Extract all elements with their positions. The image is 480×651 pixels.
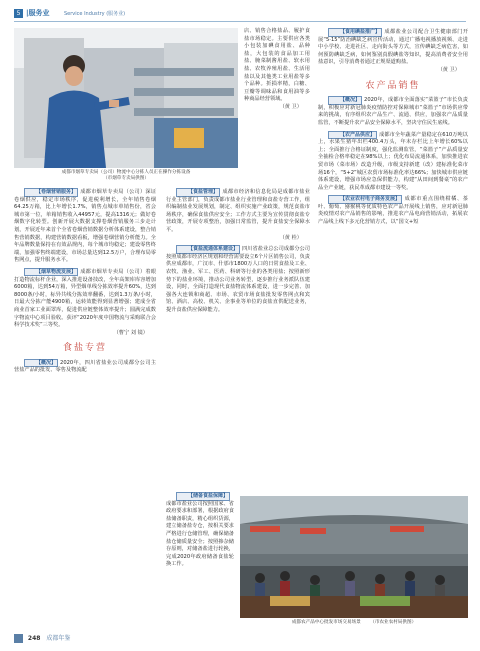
paragraph: 2020年，四川省盐业公司成都分公司主营盐产品的批发、零售及物流配 xyxy=(14,359,156,374)
page-footer xyxy=(14,633,70,643)
section-tag: 【农业农村电子商务发展】 xyxy=(328,195,402,204)
section-title: |服务业 xyxy=(26,9,50,17)
paragraph: 四川省盐业总公司成都分公司按照成都市经济区规划和经营需要设立6个片区销售公司，负责供应成都市，广汉市、什邡市1800万人口的日常食盐及工业、农牧、渔业、军工、医药、科研等行业的各类用盐；按照新形势下的盐业环境，推动公司业务转型，逐步推行业务派队伍建设，同时，全面打造现代食盐物流体系建设，进一步完善、加强各大连锁和商超、市场、农贸市场食盐批发零售网点和宾馆、酒店、高校、机关、企事业等单位的食盐直供配送业务，提升食盐供应保障能力。 xyxy=(166,246,310,313)
paragraph: 成都市重点围绕柑橘、茶叶、葡萄、猕猴桃等优质特色农产品开展线上销售，应对新冠肺炎疫情对农产品销售的影响，推进农产品电商营销活动，拓展农产品线上线下多元化营销方式，以“国文+短 xyxy=(318,196,468,226)
author-sign: （曹宁 刘 镜） xyxy=(113,329,148,336)
author-sign: （黄 卫） xyxy=(279,103,302,110)
photo-market-caption xyxy=(240,620,468,626)
section-subtitle: Service Industry (服务业) xyxy=(64,11,126,17)
section-tag: 【食用碘盐推广】 xyxy=(328,28,382,37)
section-tag: 【食盐流通体系建设】 xyxy=(176,245,240,254)
photo-caption-text: 成都农产品中心批发市场交易场景 xyxy=(291,620,361,625)
heading-agri: 农产品销售 xyxy=(365,80,421,91)
page-number: 248 xyxy=(27,635,41,642)
column-left xyxy=(14,188,156,628)
section-tag: 【农产品供应】 xyxy=(328,131,377,140)
author-sign: （黄 卫） xyxy=(437,66,460,73)
section-tag: 【卷烟营销服务】 xyxy=(24,188,78,197)
photo-logistics-worker xyxy=(14,28,238,181)
photo-caption xyxy=(14,170,238,182)
book-title: 成都年鉴 xyxy=(46,635,71,642)
author-sign: （黄 栓） xyxy=(279,234,302,241)
section-tag: 【食盐管理】 xyxy=(176,188,220,197)
running-header xyxy=(14,8,466,22)
column-middle xyxy=(166,188,310,488)
salt-intro-continued xyxy=(244,28,310,178)
paragraph: 成都市烟草专卖局（公司）着眼打造物流标杆企业，深入推进设备技改，全年高架库库容增加6000箱，达到54万箱，异型烟单线分拣效率提升60%，达到8000条/小时，标异共线分拣效率翻番，达到1.3万条/小时，日最大分拣产能4900箱，运转效能得到显著增强；建成全省商业首家工业面罩库，促进供应链整体效率提升；圆满完成数字物流中心项目验收。获评“2020年度中国物流与采购联合会科学技术奖”三等奖。 xyxy=(14,268,156,329)
paragraph: 成都盐业公司配合卫生健康部门开展“5·15”防治碘缺乏病宣传活动，通过广播电视播放视频、走进中小学校、走进社区、走向街头等方式，宣传碘缺乏病危害，如何预防碘缺乏病，如何鉴别真假碘盐等知识，提高消费者安全用盐意识，引导消费者通过正规渠道购盐。 xyxy=(318,29,468,66)
photo-logistics-worker-image xyxy=(14,28,238,168)
paragraph: 成都市盐业公司按照国家、省政府要求和部署，根据政府食盐储备职责，精心组织货源，建立储备盐专仓，按相关要求严格进行仓储管理，确保储备盐仓储质量安全；按照掺杂储存原则，对储备盐进行轮换，完成2020年政府储备食盐轮换工作。 xyxy=(166,500,234,568)
photo-caption-text: 成都市烟草专卖局（公司）物流中心分拣人员正在操作分拣设备 xyxy=(61,170,191,175)
photo-market xyxy=(240,496,468,618)
section-tag: 【储备食盐保障】 xyxy=(176,492,230,501)
photo-credit: （市农业农村局供图） xyxy=(370,620,417,625)
paragraph: 2020年，成都市全面落实“菜篮子”市长负责制，积极应对新冠肺炎疫情防控对保障城市“菜篮子”市场供应带来的挑战，有序组织农产品生产、流通、供应，加强农产品质量监管，不断提升农产品安全保障水平，坚决守住民生底线。 xyxy=(318,97,468,126)
photo-credit: （市烟草专卖局供图） xyxy=(103,176,149,181)
paragraph: 成都市经济和信息化局是成都市盐业行业主管部门，负责成都市盐业行业管理和食盐专营工作，组织编制盐业发展规划，制定、组织实施产业政策，规范食盐市场秩序，确保食盐供应安全；工作方式主要为宣传贯彻食盐专营政策，开展专项整治，加强日常监管，提升食盐安全保障水平。 xyxy=(166,189,310,233)
column-right xyxy=(318,28,468,488)
section-badge: 5 xyxy=(14,9,23,18)
paragraph: 成都市全年蔬菜产量稳定在610万吨以上，水果生猪年出栏400.4万头，年末存栏比上年增长60%以上；全面推行合格证制度，强化监测监管，“菜篮子”产品质量安全抽检合格率稳定在98%以上；优化布局流通体系，加快推进农贸市场（菜市场）改造升级，市级支持新建（改）建标准化菜市场16个，“5+2”城区农贸市场标准化率达66%；加快城市供应链体系建设，增强市场应急保供能力，构建“从田间到餐桌”的农产品全产业链，获民革成都市建设一等奖。 xyxy=(318,131,468,191)
section-tag: 【概况】 xyxy=(24,359,58,368)
heading-salt: 食盐专营 xyxy=(62,343,107,354)
footer-marker xyxy=(14,634,23,643)
section-tag: 【概况】 xyxy=(328,96,362,105)
paragraph: 成都市烟草专卖局（公司）深证卷烟供应，稳定市场秩序，促进税利增长，全年销售卷烟64.25万箱，比上年增长1.7%，销售点城市单销售份，省会城市第一位，单箱销售收入44957元，提高1316元；做好卷烟数字化转型。创新开展大数据支撑卷烟营销服务三步走计划，开展近年来首个全省卷烟营销数据分析体系建设，整合销售营销数据，构建营销数据看板，增强卷烟营销分析能力。全年品牌数量保持在有效品规内，每个城市均稳定；建设零售终端，加强零售终端建设，市场总量达到12.5万户，合理布局零售网点，提升服务水平。 xyxy=(14,189,156,264)
column-middle-lower xyxy=(166,492,234,628)
paragraph: 店、销售合格盐品、履护食盐市场稳定。主要供应各类小包装加碘食用盐、品种盐，大包装的食品加工用盐、腌菜制酱用盐、软水用盐、农牧养殖用盐、生活用盐以及其他类工业用盐等多个品种。折损率精，白糖、豆瓣等调味品和食用油等多种商品经营领域。 xyxy=(244,28,310,103)
photo-market-image xyxy=(240,496,468,618)
section-tag: 【烟草物流发展】 xyxy=(24,268,78,277)
